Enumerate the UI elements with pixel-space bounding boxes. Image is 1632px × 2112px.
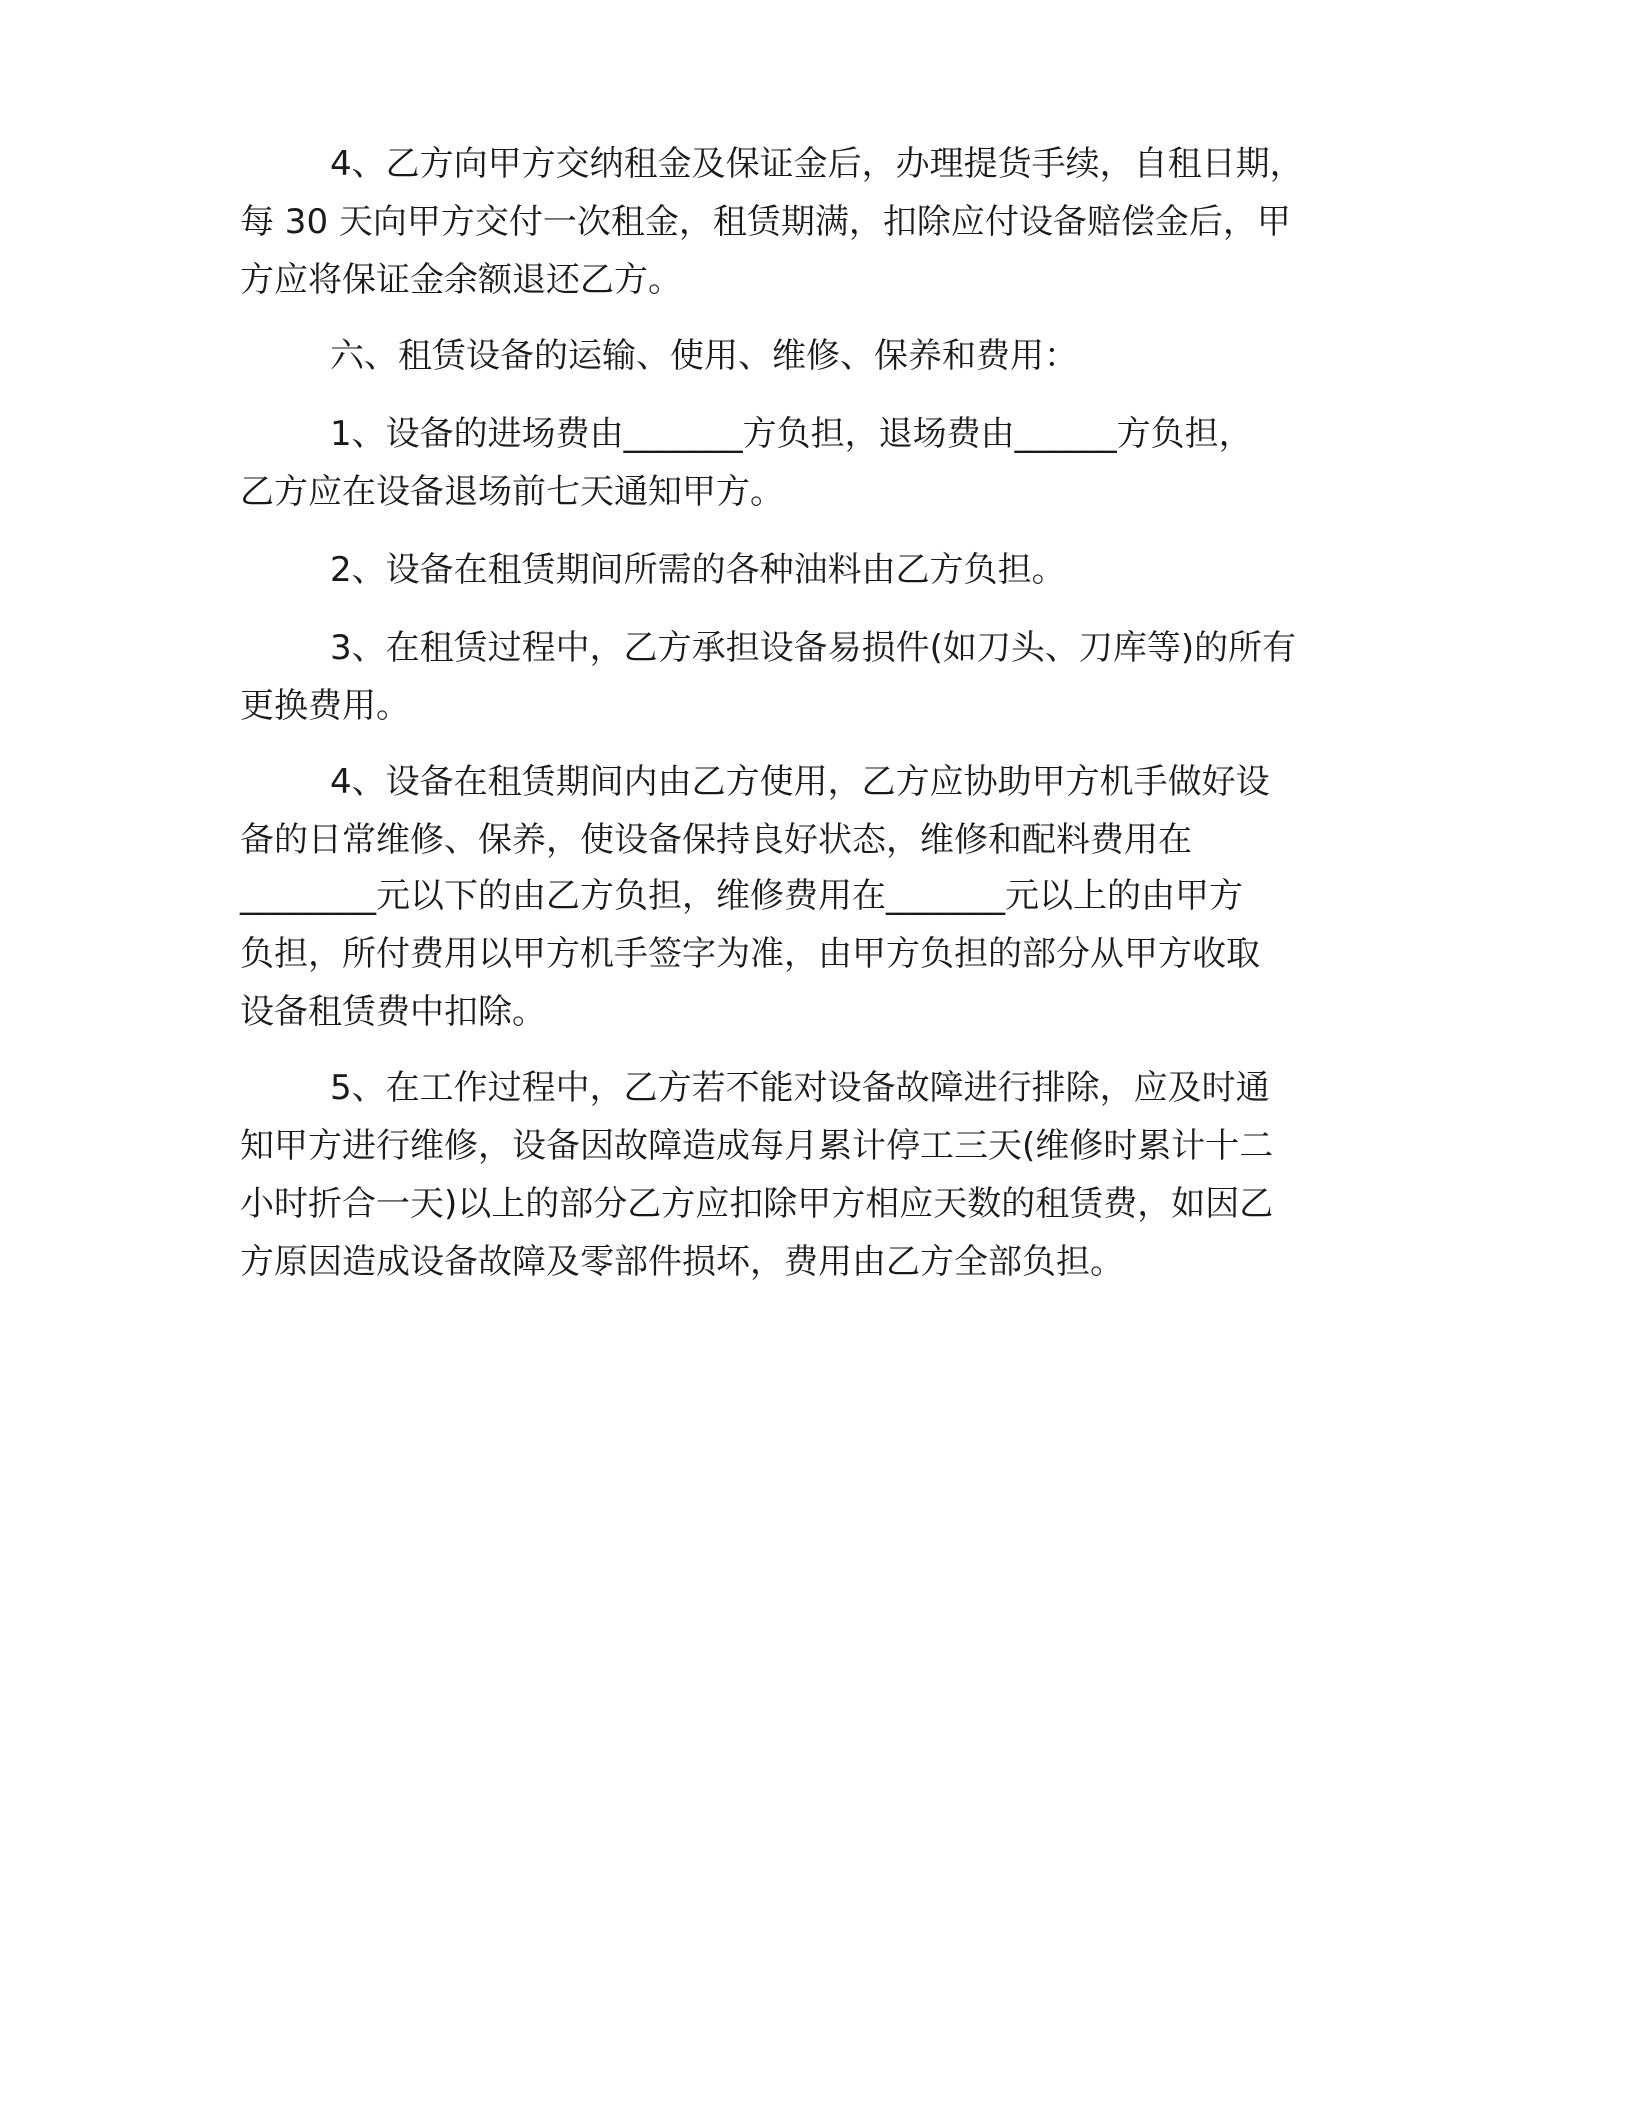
text-line: 3、在租赁过程中，乙方承担设备易损件(如刀头、刀库等)的所有: [330, 628, 1297, 668]
text-line: 小时折合一天)以上的部分乙方应扣除甲方相应天数的租赁费，如因乙: [240, 1184, 1274, 1224]
text-line: 备的日常维修、保养，使设备保持良好状态，维修和配料费用在: [240, 820, 1192, 860]
text-line: 4、乙方向甲方交纳租金及保证金后，办理提货手续，自租日期，: [330, 144, 1304, 184]
text-line: 每 30 天向甲方交付一次租金，租赁期满，扣除应付设备赔偿金后，甲: [240, 202, 1291, 242]
text-line: 知甲方进行维修，设备因故障造成每月累计停工三天(维修时累计十二: [240, 1126, 1274, 1166]
text-line: 1、设备的进场费由_______方负担，退场费由______方负担，: [330, 414, 1253, 454]
text-line: 方原因造成设备故障及零部件损坏，费用由乙方全部负担。: [240, 1242, 1124, 1282]
text-line: 更换费用。: [240, 686, 410, 726]
text-line: 方应将保证金余额退还乙方。: [240, 260, 682, 300]
section-heading: 六、租赁设备的运输、使用、维修、保养和费用：: [330, 336, 1078, 376]
text-line: 设备租赁费中扣除。: [240, 992, 546, 1032]
text-line: 4、设备在租赁期间内由乙方使用，乙方应协助甲方机手做好设: [330, 762, 1270, 802]
text-line: 乙方应在设备退场前七天通知甲方。: [240, 472, 784, 512]
text-line: 5、在工作过程中，乙方若不能对设备故障进行排除，应及时通: [330, 1068, 1270, 1108]
text-line: 负担，所付费用以甲方机手签字为准，由甲方负担的部分从甲方收取: [240, 934, 1260, 974]
text-line: 2、设备在租赁期间所需的各种油料由乙方负担。: [330, 550, 1066, 590]
text-line: ________元以下的由乙方负担，维修费用在_______元以上的由甲方: [240, 876, 1243, 916]
